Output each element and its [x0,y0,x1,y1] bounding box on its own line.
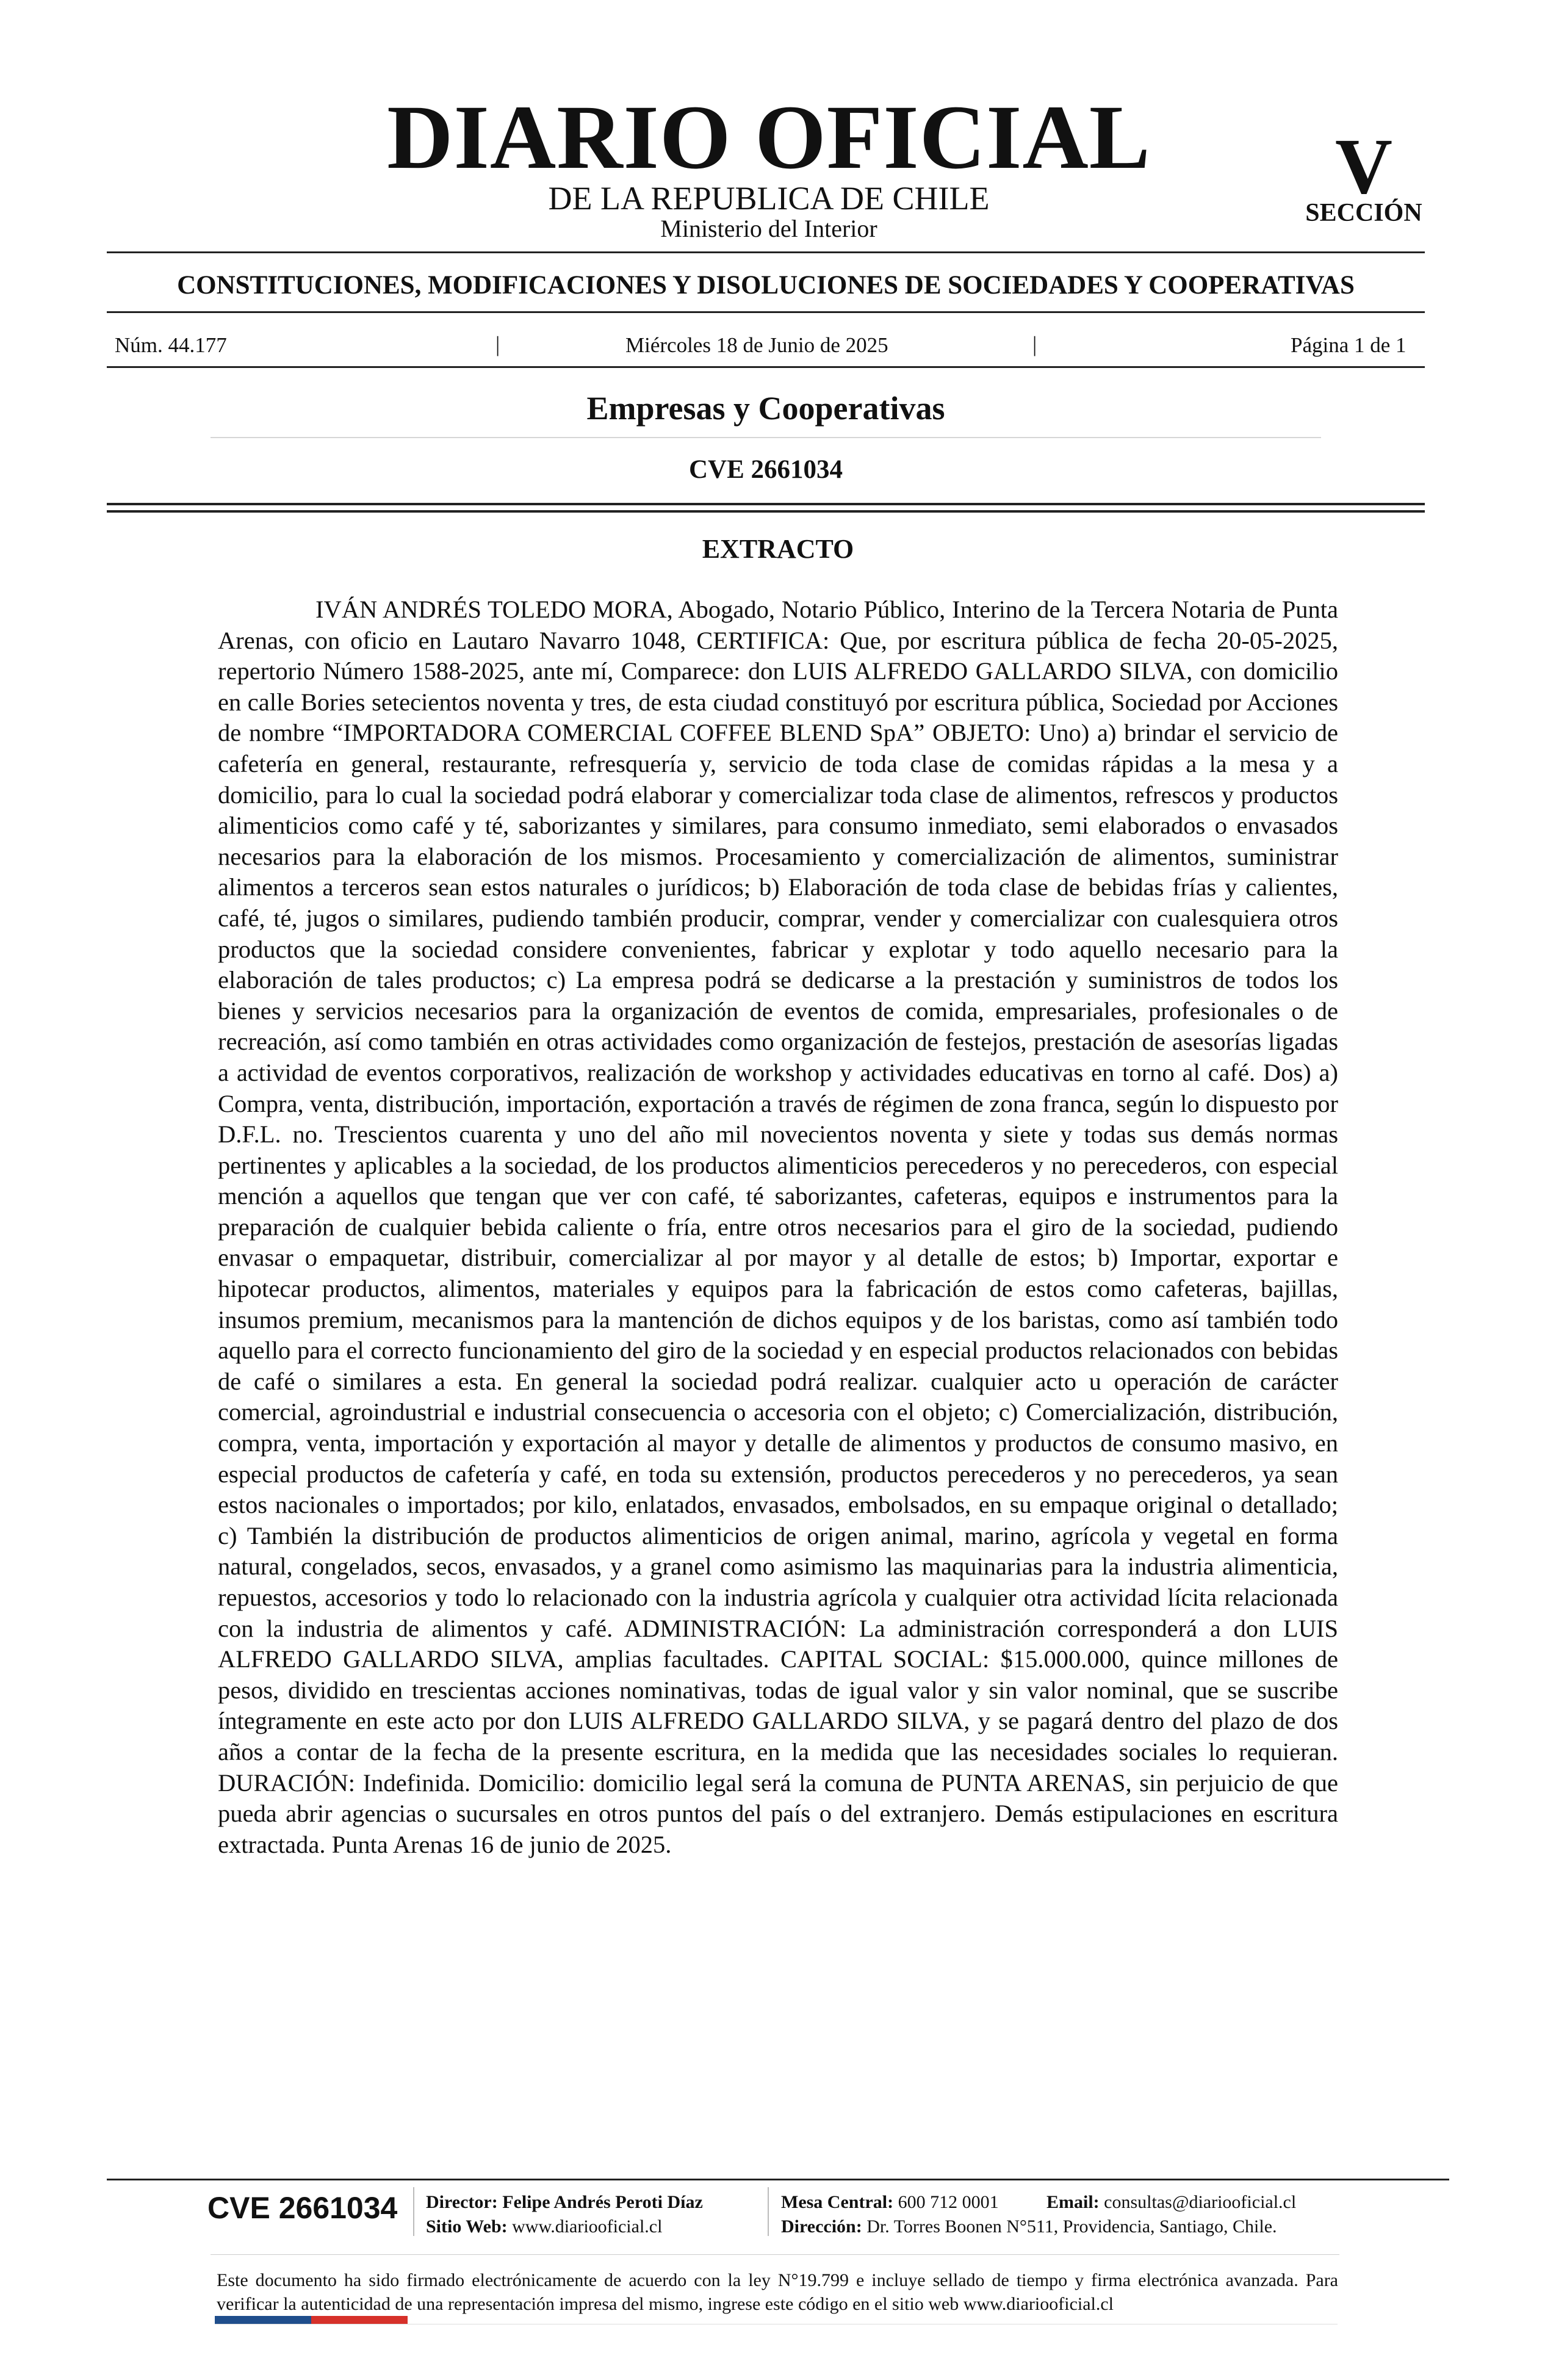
address-label: Dirección: [781,2216,862,2237]
email-label: Email: [1046,2192,1100,2212]
footer-cve-code: CVE 2661034 [207,2191,398,2225]
footer-website [426,2218,662,2236]
flag-stripe-blue [215,2316,311,2324]
section-title: Empresas y Cooperativas [586,390,945,427]
footer-separator [768,2187,769,2236]
phone-label: Mesa Central: [781,2192,894,2212]
section-title-underline [211,437,1321,438]
flag-stripe-red [311,2316,408,2324]
director-label: Director: [426,2192,498,2212]
footer-legal-notice: Este documento ha sido firmado electrónicamente de acuerdo con la ley N°19.799 e incluye sellado de tiempo y firma electrónica avanzada. Para verificar la autenticidad de una representación impresa del mismo, ingrese este código en el sitio web www.diariooficial.cl [217,2270,1338,2314]
meta-separator: | [1032,332,1037,356]
director-name: Felipe Andrés Peroti Díaz [502,2192,703,2212]
masthead-ministry: Ministerio del Interior [660,215,877,242]
address-value: Dr. Torres Boonen N°511, Providencia, Santiago, Chile. [866,2216,1277,2237]
footer-divider [107,2179,1449,2180]
page-number: Página 1 de 1 [1291,333,1407,357]
cve-code: CVE 2661034 [688,455,843,484]
footer-director [426,2193,703,2212]
masthead-title: DIARIO OFICIAL [387,87,1151,188]
meta-divider [107,366,1425,368]
meta-separator: | [495,332,500,356]
issue-date: Miércoles 18 de Junio de 2025 [625,333,888,357]
footer-legal-divider [211,2254,1339,2255]
section-label: SECCIÓN [1305,199,1422,227]
website-label: Sitio Web: [426,2216,508,2237]
footer-email [1046,2193,1296,2212]
footer-separator [413,2187,414,2236]
website-link[interactable]: www.diariooficial.cl [512,2216,663,2237]
category-banner: CONSTITUCIONES, MODIFICACIONES Y DISOLUCIONES DE SOCIEDADES Y COOPERATIVAS [177,271,1355,300]
header-double-rule-bottom [107,510,1425,513]
email-link[interactable]: consultas@diariooficial.cl [1104,2192,1297,2212]
footer-address [781,2218,1277,2236]
masthead-divider [107,251,1425,253]
banner-divider [107,311,1425,313]
phone-value: 600 712 0001 [898,2192,999,2212]
footer-phone [781,2193,999,2212]
header-double-rule-top [107,503,1425,505]
masthead-subtitle: DE LA REPUBLICA DE CHILE [548,180,990,217]
document-heading: EXTRACTO [702,534,854,564]
document-body: IVÁN ANDRÉS TOLEDO MORA, Abogado, Notario Público, Interino de la Tercera Notaria de Punta Arenas, con oficio en Lautaro Navarro 1048, CERTIFICA: Que, por escritura pública de fecha 20-05-2025, repertorio Número 1588-2025, ante mí, Comparece: don LUIS ALFREDO GALLARDO SILVA, con domicilio en calle Bories setecientos noventa y tres, de esta ciudad constituyó por escritura pública, Sociedad por Acciones de nombre “IMPORTADORA COMERCIAL COFFEE BLEND SpA” OBJETO: Uno) a) brindar el servicio de cafetería en general, restaurante, refresquería y, servicio de toda clase de comidas rápidas a la mesa y a domicilio, para lo cual la sociedad podrá elaborar y comercializar toda clase de alimentos, refrescos y productos alimenticios como café y té, saborizantes y similares, para consumo inmediato, semi elaborados o envasados necesarios para la elaboración de los mismos. Procesamiento y comercialización de alimentos, suministrar alimentos a terceros sean estos naturales o jurídicos; b) Elaboración de toda clase de bebidas frías y calientes, café, té, jugos o similares, pudiendo también producir, comprar, vender y comercializar con cualesquiera otros productos que la sociedad considere convenientes, fabricar y explotar y todo aquello necesario para la elaboración de tales productos; c) La empresa podrá se dedicarse a la prestación y suministros de todos los bienes y servicios necesarios para la organización de eventos de comida, empresariales, profesionales o de recreación, así como también en otras actividades como organización de festejos, prestación de asesorías ligadas a actividad de eventos corporativos, realización de workshop y actividades educativas en torno al café. Dos) a) Compra, venta, distribución, importación, exportación a través de régimen de zona franca, según lo dispuesto por D.F.L. no. Trescientos cuarenta y uno del año mil novecientos noventa y siete y todas sus demás normas pertinentes y aplicables a la sociedad, de los productos alimenticios perecederos y no perecederos, con especial mención a aquellos que tengan que ver con café, té saborizantes, cafeteras, equipos e instrumentos para la preparación de cualquier bebida caliente o fría, entre otros necesarios para el giro de la sociedad, pudiendo envasar o empaquetar, distribuir, comercializar al por mayor y al detalle de estos; b) Importar, exportar e hipotecar productos, alimentos, materiales y equipos para la fabricación de estos como cafeteras, bajillas, insumos premium, mecanismos para la mantención de dichos equipos y de los baristas, como así también todo aquello para el correcto funcionamiento del giro de la sociedad y en especial productos relacionados con bebidas de café o similares a esta. En general la sociedad podrá realizar. cualquier acto u operación de carácter comercial, agroindustrial e industrial consecuencia o accesoria con el objeto; c) Comercialización, distribución, compra, venta, importación y exportación al mayor y detalle de alimentos y productos de consumo masivo, en especial productos de cafetería y café, en toda su extensión, productos perecederos y no perecederos, ya sean estos nacionales o importados; por kilo, enlatados, envasados, embolsados, en su empaque original o detallado; c) También la distribución de productos alimenticios de origen animal, marino, agrícola y vegetal en forma natural, congelados, secos, envasados, y a granel como asimismo las maquinarias para la industria alimenticia, repuestos, accesorios y todo lo relacionado con la industria agrícola y cualquier otra actividad lícita relacionada con la industria de alimentos y café. ADMINISTRACIÓN: La administración corresponderá a don LUIS ALFREDO GALLARDO SILVA, amplias facultades. CAPITAL SOCIAL: $15.000.000, quince millones de pesos, dividido en trescientas acciones nominativas, todas de igual valor y sin valor nominal, que se suscribe íntegramente en este acto por don LUIS ALFREDO GALLARDO SILVA, y se pagará dentro del plazo de dos años a contar de la fecha de la presente escritura, en la medida que las necesidades sociales lo requieran. DURACIÓN: Indefinida. Domicilio: domicilio legal será la comuna de PUNTA ARENAS, sin perjuicio de que pueda abrir agencias o sucursales en otros puntos del país o del extranjero. Demás estipulaciones en escritura extractada. Punta Arenas 16 de junio de 2025. [218,596,1338,1858]
issue-number: Núm. 44.177 [115,333,227,357]
section-letter: V [1335,123,1392,211]
